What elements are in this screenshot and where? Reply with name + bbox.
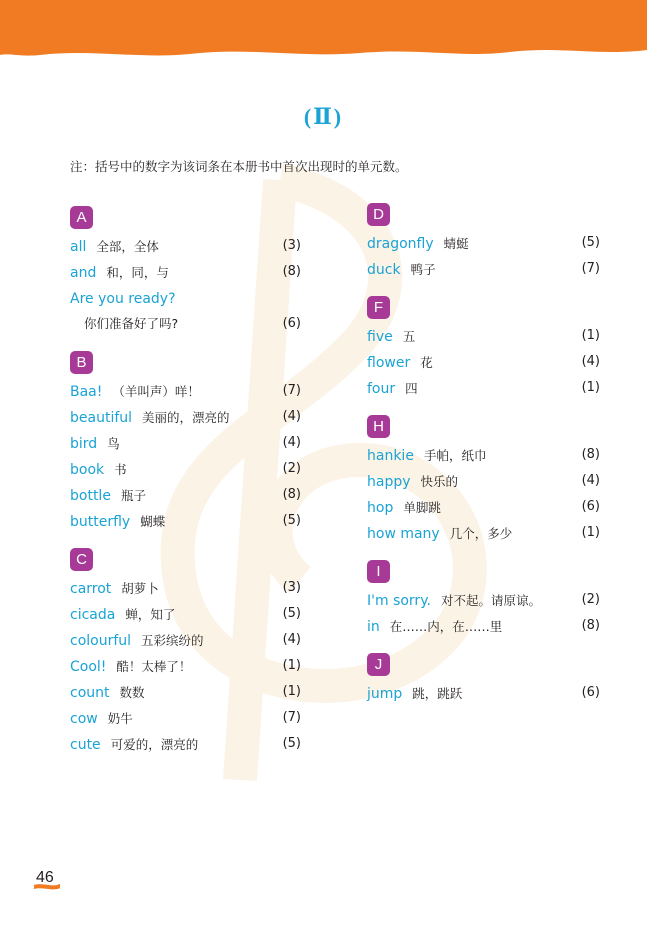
entry-meaning: 你们准备好了吗? <box>84 316 179 331</box>
vocab-entry <box>70 233 301 259</box>
entry-word: dragonfly <box>367 236 434 252</box>
entry-meaning: 花 <box>420 355 433 370</box>
entry-unit: (2) <box>581 592 600 607</box>
entry-meaning: 书 <box>114 462 127 477</box>
letter-section-d <box>367 203 600 282</box>
entry-word: cute <box>70 737 101 753</box>
letter-badge: A <box>70 206 93 229</box>
letter-section-f <box>367 296 600 401</box>
entry-word: and <box>70 265 97 281</box>
entry-word: I'm sorry. <box>367 593 431 609</box>
entry-meaning: 酷！太棒了！ <box>116 659 192 674</box>
vocab-entry <box>70 482 301 508</box>
vocab-entry <box>367 613 600 639</box>
entry-unit: (1) <box>282 684 301 699</box>
entry-meaning: 单脚跳 <box>403 500 441 515</box>
vocab-entry <box>367 680 600 706</box>
letter-section-b <box>70 351 301 534</box>
entry-word: hankie <box>367 448 414 464</box>
entry-unit: (5) <box>581 235 600 250</box>
entry-unit: (8) <box>581 447 600 462</box>
entry-unit: (5) <box>282 606 301 621</box>
entry-meaning: 全部，全体 <box>96 239 159 254</box>
entry-unit: (4) <box>282 632 301 647</box>
entry-unit: (8) <box>282 264 301 279</box>
letter-section-c <box>70 548 301 757</box>
entry-unit: (7) <box>282 383 301 398</box>
entry-word: how many <box>367 526 440 542</box>
entry-meaning: 手帕，纸巾 <box>423 448 487 463</box>
entry-unit: (1) <box>282 658 301 673</box>
vocab-entry <box>70 653 301 679</box>
entry-meaning: 数数 <box>119 685 145 700</box>
entry-unit: (4) <box>282 409 301 424</box>
vocab-entry <box>70 378 301 404</box>
vocab-entry <box>367 375 600 401</box>
entry-word: happy <box>367 474 411 490</box>
vocab-entry <box>70 627 301 653</box>
entry-unit: (3) <box>282 238 301 253</box>
entry-meaning: 几个，多少 <box>449 526 513 541</box>
entry-word: duck <box>367 262 401 278</box>
letter-section-j <box>367 653 600 706</box>
entry-meaning: 五彩缤纷的 <box>141 633 204 648</box>
entry-unit: (6) <box>581 499 600 514</box>
vocab-entry <box>367 520 600 546</box>
entry-word: Are you ready? <box>70 291 176 307</box>
letter-badge: B <box>70 351 93 374</box>
entry-unit: (6) <box>282 316 301 331</box>
entry-unit: (5) <box>282 513 301 528</box>
entry-unit: (4) <box>282 435 301 450</box>
entry-unit: (2) <box>282 461 301 476</box>
vocab-entry <box>70 456 301 482</box>
vocab-entry <box>70 679 301 705</box>
entry-word: count <box>70 685 110 701</box>
vocab-entry <box>367 349 600 375</box>
entry-meaning: 四 <box>405 381 418 396</box>
letter-badge: D <box>367 203 390 226</box>
entry-unit: (7) <box>282 710 301 725</box>
right-column <box>367 203 600 720</box>
entry-unit: (8) <box>282 487 301 502</box>
note-text: 注：括号中的数字为该词条在本册书中首次出现时的单元数。 <box>70 159 408 174</box>
letter-badge: I <box>367 560 390 583</box>
page-number: 46 <box>36 869 54 886</box>
left-column <box>70 206 301 771</box>
entry-meaning: 美丽的，漂亮的 <box>142 410 230 425</box>
entry-unit: (3) <box>282 580 301 595</box>
letter-section-a <box>70 206 301 337</box>
entry-meaning: 胡萝卜 <box>121 581 159 596</box>
entry-word: butterfly <box>70 514 131 530</box>
entry-unit: (6) <box>581 685 600 700</box>
entry-unit: (7) <box>581 261 600 276</box>
letter-badge: C <box>70 548 93 571</box>
vocab-entry <box>367 587 600 613</box>
entry-word: bottle <box>70 488 111 504</box>
vocab-entry <box>70 430 301 456</box>
letter-badge: J <box>367 653 390 676</box>
entry-word: hop <box>367 500 394 516</box>
page-number-underline <box>34 884 60 890</box>
entry-meaning: 在……内，在……里 <box>389 619 503 634</box>
entry-word: cow <box>70 711 98 727</box>
entry-word: jump <box>367 686 403 702</box>
entry-word: book <box>70 462 105 478</box>
top-orange-band <box>0 0 647 62</box>
entry-word: carrot <box>70 581 112 597</box>
entry-unit: (1) <box>581 525 600 540</box>
entry-unit: (1) <box>581 380 600 395</box>
vocab-entry <box>70 705 301 731</box>
letter-badge: H <box>367 415 390 438</box>
entry-meaning: 对不起。请原谅。 <box>440 593 541 608</box>
entry-meaning: 和，同，与 <box>106 265 169 280</box>
entry-word: beautiful <box>70 410 133 426</box>
entry-word: cicada <box>70 607 116 623</box>
entry-meaning: 跳，跳跃 <box>412 686 463 701</box>
letter-section-h <box>367 415 600 546</box>
vocab-entry <box>70 259 301 285</box>
entry-meaning: 可爱的，漂亮的 <box>110 737 199 752</box>
entry-unit: (5) <box>282 736 301 751</box>
entry-unit: (1) <box>581 328 600 343</box>
vocab-entry <box>367 256 600 282</box>
vocab-entry <box>367 323 600 349</box>
entry-meaning: 蝉，知了 <box>125 607 176 622</box>
letter-badge: F <box>367 296 390 319</box>
entry-unit: (4) <box>581 473 600 488</box>
entry-meaning: 蝴蝶 <box>140 514 166 529</box>
letter-section-i <box>367 560 600 639</box>
entry-word: four <box>367 381 396 397</box>
vocab-entry <box>367 494 600 520</box>
entry-meaning: 五 <box>402 329 416 344</box>
entry-word: five <box>367 329 393 345</box>
entry-meaning: 瓶子 <box>120 488 146 503</box>
section-title: (Ⅱ) <box>303 104 344 129</box>
entry-word: Baa! <box>70 384 103 400</box>
entry-word: Cool! <box>70 659 107 675</box>
vocab-entry <box>367 442 600 468</box>
entry-word: colourful <box>70 633 132 649</box>
entry-meaning: （羊叫声）咩！ <box>112 384 200 399</box>
entry-unit: (4) <box>581 354 600 369</box>
entry-word: in <box>367 619 380 635</box>
entry-meaning: 鸭子 <box>410 262 436 277</box>
entry-meaning: 快乐的 <box>420 474 459 489</box>
vocab-entry <box>367 468 600 494</box>
entry-word: flower <box>367 355 411 371</box>
entry-meaning: 奶牛 <box>107 711 133 726</box>
vocab-entry <box>70 404 301 430</box>
entry-meaning: 蜻蜓 <box>443 236 469 251</box>
entry-word: bird <box>70 436 98 452</box>
vocab-entry <box>70 731 301 757</box>
entry-unit: (8) <box>581 618 600 633</box>
entry-word: all <box>70 239 87 255</box>
vocab-entry <box>70 601 301 627</box>
entry-meaning: 鸟 <box>107 436 120 451</box>
vocab-entry <box>367 230 600 256</box>
vocab-entry <box>70 508 301 534</box>
vocab-entry <box>70 575 301 601</box>
vocab-entry <box>70 285 301 337</box>
